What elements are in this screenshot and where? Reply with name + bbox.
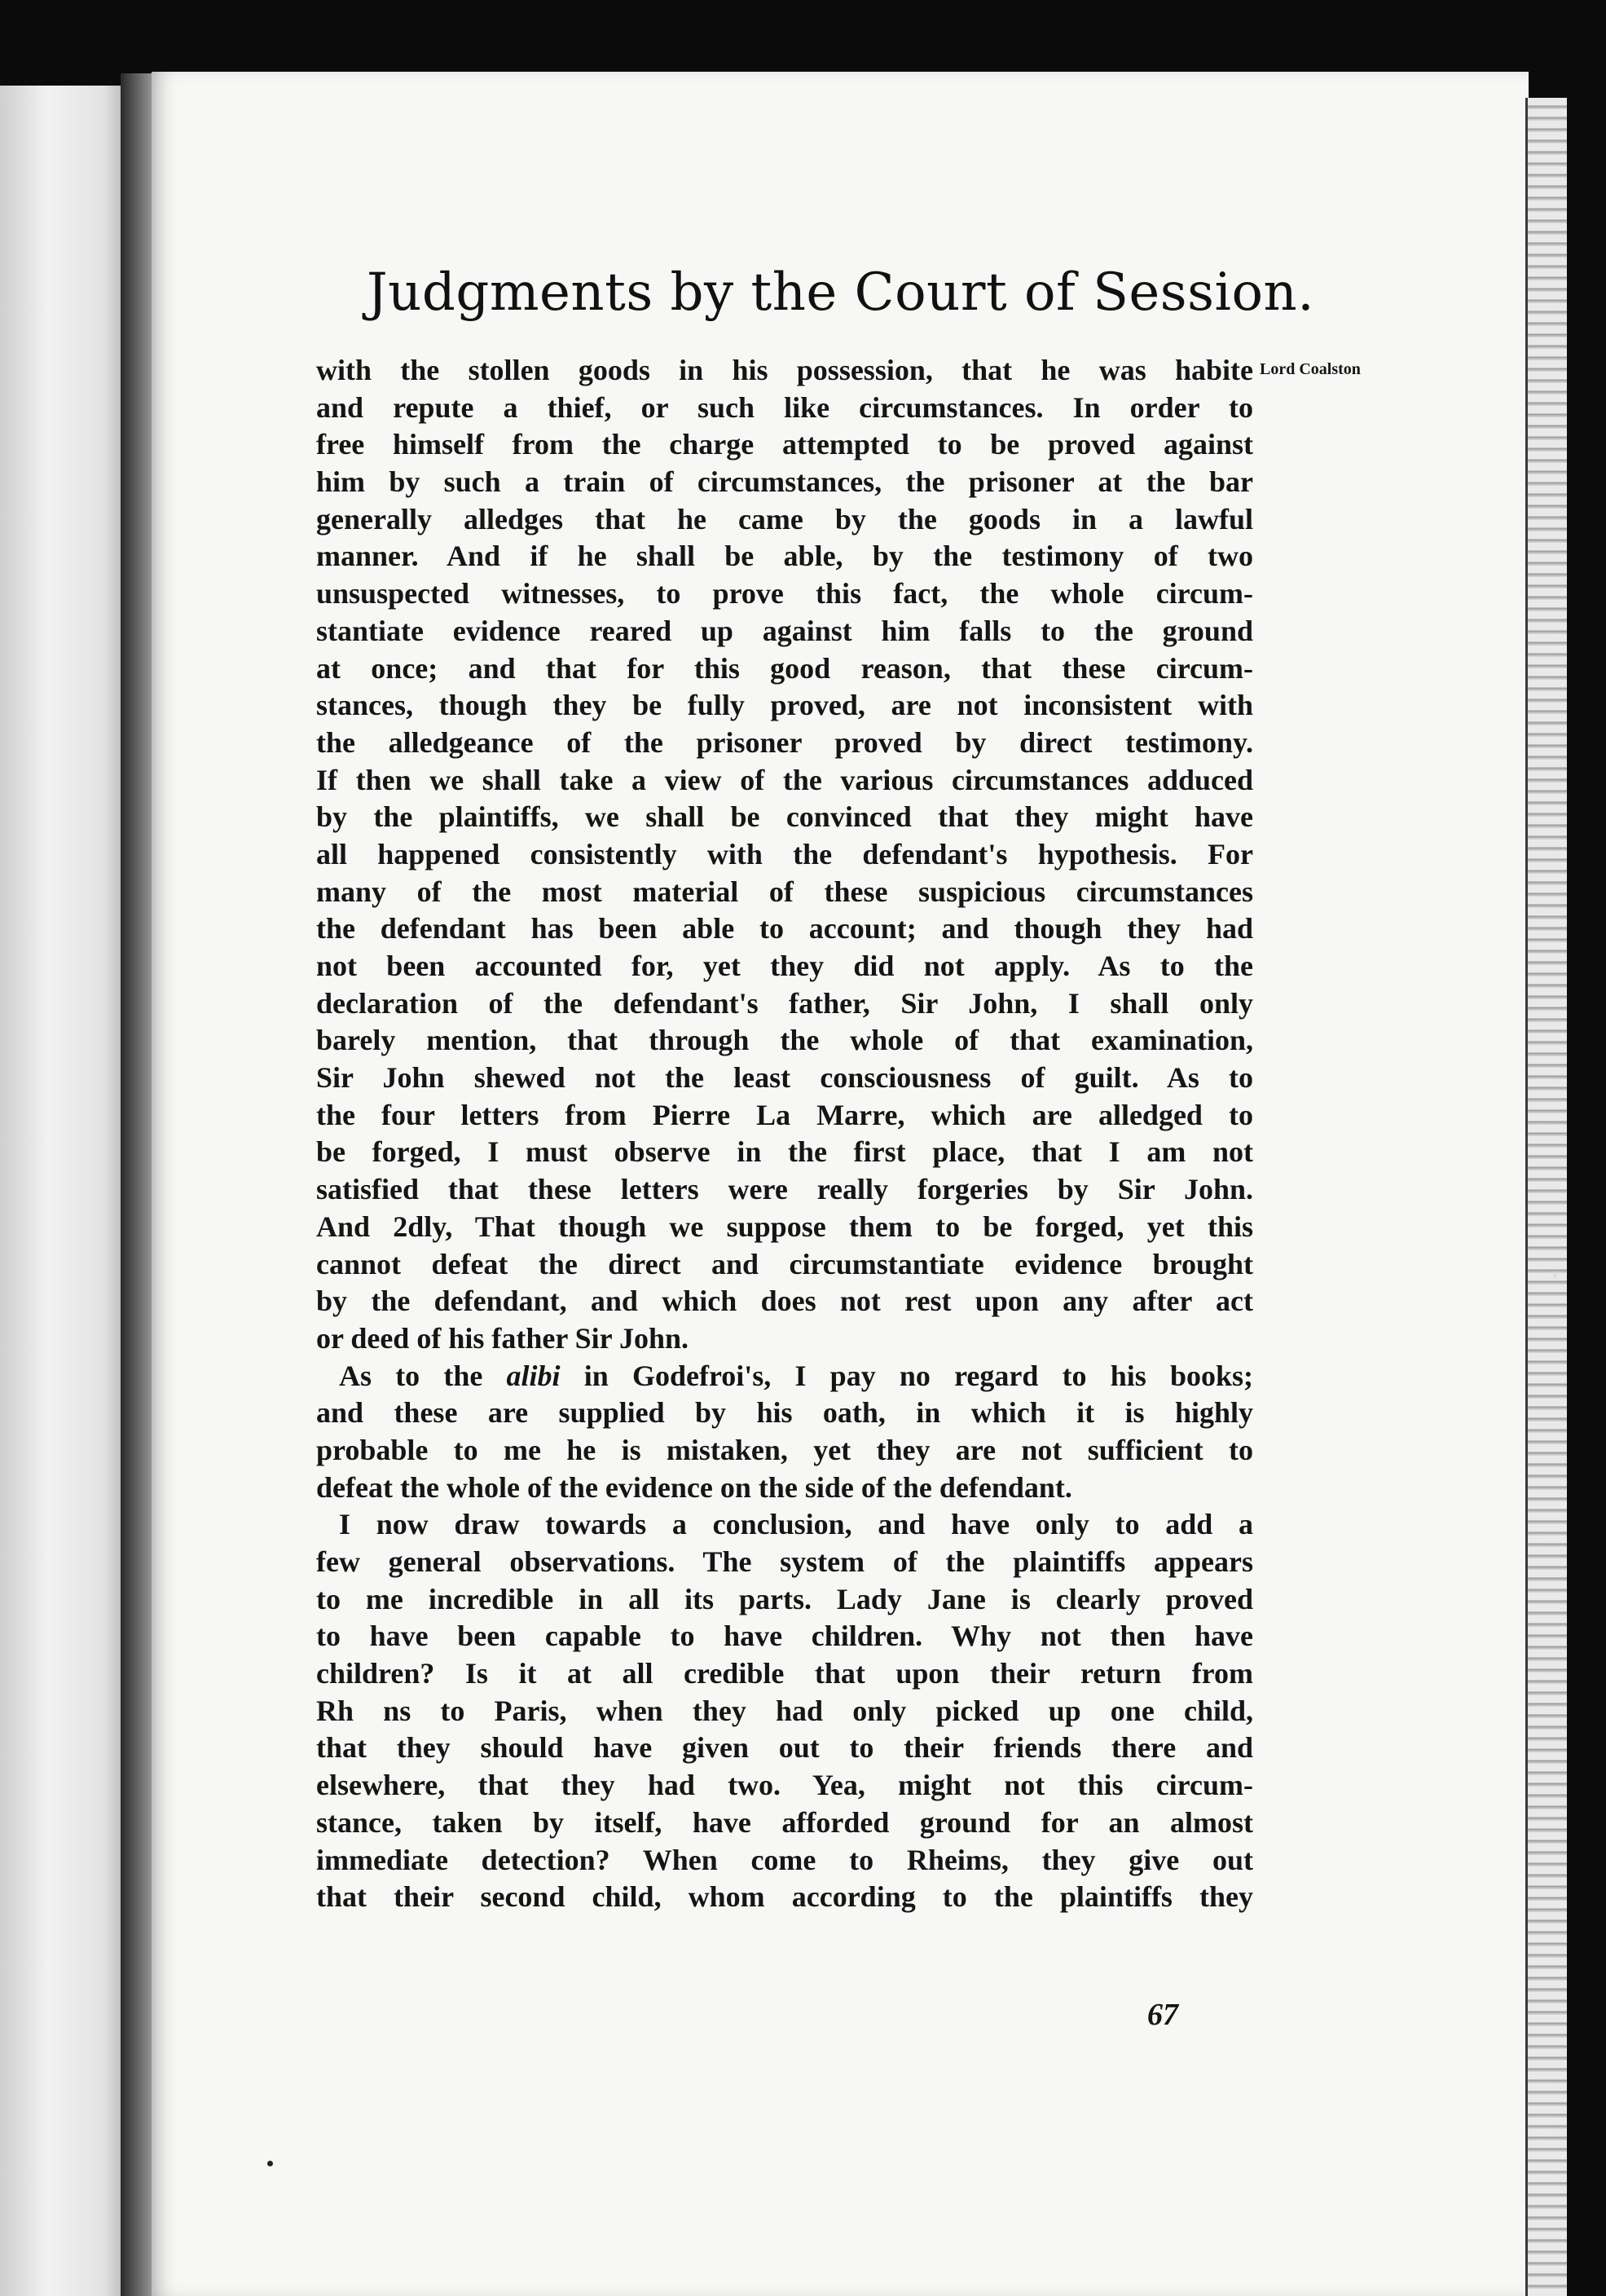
text-line: defeat the whole of the evidence on the side of the defendant. [316,1470,1072,1504]
text-line: to have been capable to have children. Why not then have [316,1620,1253,1653]
text-line: not been accounted for, yet they did not apply. As to the [316,950,1253,982]
text-line: Sir John shewed not the least consciousness of guilt. As to [316,1061,1253,1095]
left-page-edge [0,86,122,2296]
text-line: Rh ns to Paris, when they had only picked up one child, [316,1694,1253,1727]
text-line: stance, taken by itself, have afforded ground for an almost [316,1805,1253,1839]
text-line: barely mention, that through the whole of that examination, [316,1024,1253,1057]
text-line: free himself from the charge attempted to be proved against [316,428,1253,461]
text-line: elsewhere, that they had two. Yea, might not this circum- [316,1769,1253,1802]
page-stack-edge [1525,98,1567,2296]
text-line: And 2dly, That though we suppose them to be forged, yet this [316,1210,1253,1243]
text-line: few general observations. The system of the plaintiffs appears [316,1545,1253,1578]
text-line: be forged, I must observe in the first place, that I am not [316,1135,1253,1169]
text-line: the four letters from Pierre La Marre, which are alledged to [316,1098,1253,1131]
running-head: Judgments by the Court of Session. [367,262,1315,323]
text-line: at once; and that for this good reason, that these circum- [316,651,1253,685]
text-line: him by such a train of circumstances, the prisoner at the bar [316,465,1253,499]
text-line: and these are supplied by his oath, in which it is highly [316,1396,1253,1430]
text-line: children? Is it at all credible that upon their return from [316,1657,1253,1690]
text-line: declaration of the defendant's father, Sir John, I shall only [316,986,1253,1020]
margin-note: Lord Coalston [1260,360,1361,378]
text-line: with the stollen goods in his possession, that he was habite [316,354,1253,386]
text-line: stantiate evidence reared up against him falls to the ground [316,614,1253,647]
text-line: cannot defeat the direct and circumstantiate evidence brought [316,1247,1253,1280]
text-line: unsuspected witnesses, to prove this fact, the whole circum- [316,577,1253,610]
text-line: to me incredible in all its parts. Lady Jane is clearly proved [316,1582,1253,1615]
text-segment: in Godefroi's, I pay no regard to his books; [560,1359,1254,1392]
text-line: satisfied that these letters were really forgeries by Sir John. [316,1173,1253,1206]
text-line: by the defendant, and which does not rest upon any after act [316,1285,1253,1318]
text-line: manner. And if he shall be able, by the testimony of two [316,540,1253,573]
scan-speck [1553,1271,1557,1279]
text-line: that they should have given out to their friends there and [316,1731,1253,1765]
text-line: stances, though they be fully proved, are not inconsistent with [316,689,1253,722]
text-line: and repute a thief, or such like circumstances. In order to [316,390,1253,424]
text-line: or deed of his father Sir John. [316,1321,689,1355]
body-text [316,352,1253,1916]
scan-speck [267,2161,273,2166]
text-line: I now draw towards a conclusion, and have only to add a [339,1508,1253,1541]
text-line: immediate detection? When come to Rheims, they give out [316,1843,1253,1876]
text-line: probable to me he is mistaken, yet they are not sufficient to [316,1433,1253,1466]
text-line: many of the most material of these suspicious circumstances [316,875,1253,908]
text-line: generally alledges that he came by the goods in a lawful [316,502,1253,535]
text-line: the alledgeance of the prisoner proved by direct testimony. [316,725,1253,759]
book-gutter [121,73,153,2296]
text-segment: As to the [339,1359,507,1392]
text-line: all happened consistently with the defendant's hypothesis. For [316,837,1253,870]
page-number: 67 [1147,1998,1178,2032]
text-line: the defendant has been able to account; and though they had [316,912,1253,945]
paragraph-first-line [316,1358,1253,1395]
text-line: If then we shall take a view of the various circumstances adduced [316,763,1253,796]
text-line: by the plaintiffs, we shall be convinced that they might have [316,800,1253,834]
italic-term: alibi [506,1359,561,1392]
text-line: that their second child, whom according to the plaintiffs they [316,1880,1253,1914]
